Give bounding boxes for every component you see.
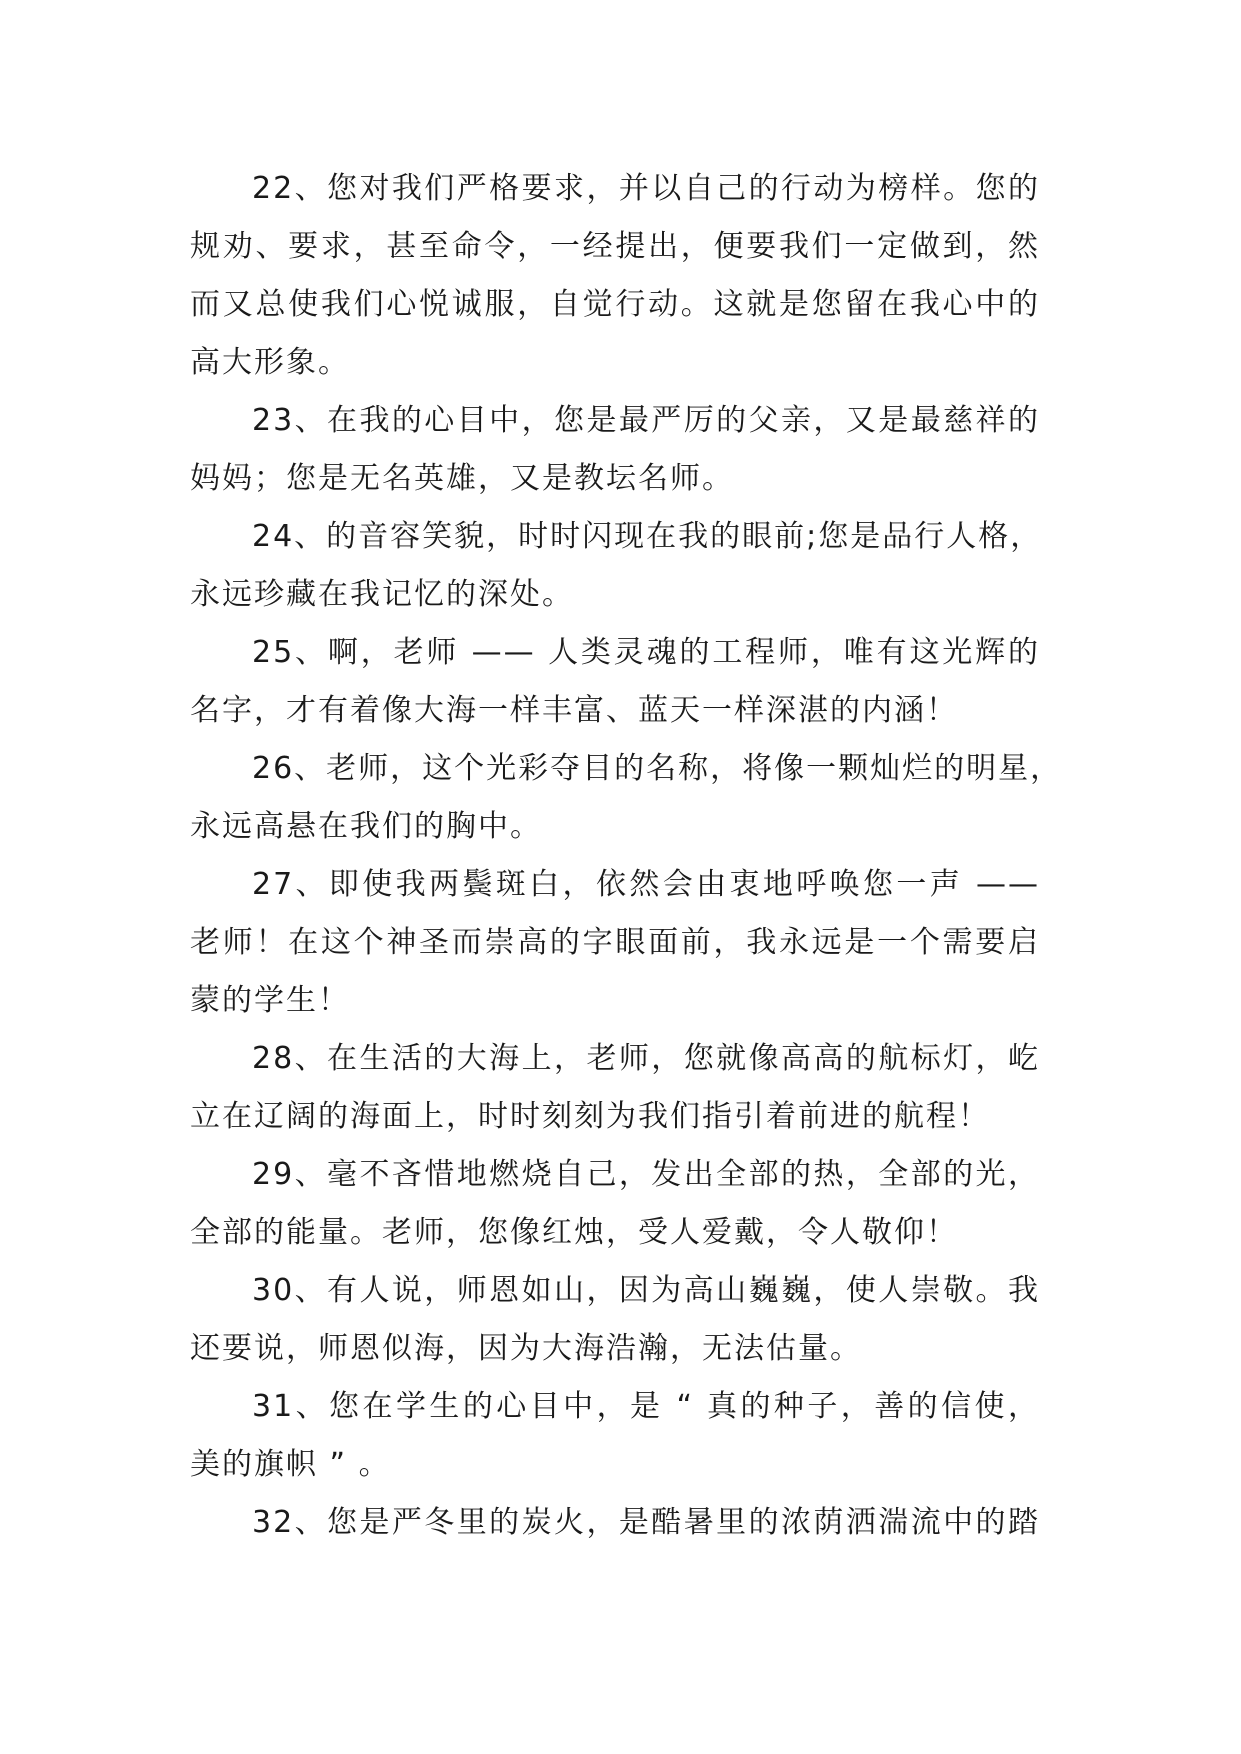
text-line: 全部的能量。老师，您像红烛，受人爱戴，令人敬仰！ [190, 1215, 958, 1250]
paragraph-29 [190, 1146, 1040, 1262]
text-line: 23、在我的心目中，您是最严厉的父亲，又是最慈祥的 [252, 403, 1040, 438]
paragraph-23 [190, 392, 1040, 508]
text-line: 蒙的学生！ [190, 983, 350, 1018]
text-line: 而又总使我们心悦诚服，自觉行动。这就是您留在我心中的 [190, 287, 1040, 322]
text-line: 高大形象。 [190, 345, 350, 380]
paragraph-26 [190, 740, 1063, 856]
text-line: 30、有人说，师恩如山，因为高山巍巍，使人崇敬。我 [252, 1273, 1040, 1308]
text-line: 永远珍藏在我记忆的深处。 [190, 577, 574, 612]
paragraph-28 [190, 1030, 1040, 1146]
text-line: 还要说，师恩似海，因为大海浩瀚，无法估量。 [190, 1331, 862, 1366]
text-line: 22、您对我们严格要求，并以自己的行动为榜样。您的 [252, 171, 1040, 206]
paragraph-31 [190, 1378, 1040, 1494]
text-line: 29、毫不吝惜地燃烧自己，发出全部的热，全部的光， [252, 1157, 1040, 1192]
text-line: 26、老师，这个光彩夺目的名称，将像一颗灿烂的明星， [252, 751, 1063, 786]
text-line: 24、的音容笑貌，时时闪现在我的眼前;您是品行人格， [252, 519, 1043, 554]
paragraph-22 [190, 160, 1040, 392]
document-body [190, 160, 1063, 1552]
paragraph-25 [190, 624, 1040, 740]
paragraph-30 [190, 1262, 1040, 1378]
text-line: 永远高悬在我们的胸中。 [190, 809, 542, 844]
text-line: 妈妈；您是无名英雄，又是教坛名师。 [190, 461, 734, 496]
paragraph-32 [190, 1494, 1040, 1552]
text-line: 32、您是严冬里的炭火，是酷暑里的浓荫洒湍流中的踏 [252, 1505, 1040, 1540]
text-line: 规劝、要求，甚至命令，一经提出，便要我们一定做到，然 [190, 229, 1040, 264]
text-line: 立在辽阔的海面上，时时刻刻为我们指引着前进的航程！ [190, 1099, 990, 1134]
text-line: 28、在生活的大海上，老师，您就像高高的航标灯，屹 [252, 1041, 1040, 1076]
text-line: 27、即使我两鬓斑白，依然会由衷地呼唤您一声 —— [252, 867, 1040, 902]
text-line: 25、啊，老师 —— 人类灵魂的工程师，唯有这光辉的 [252, 635, 1040, 670]
text-line: 名字，才有着像大海一样丰富、蓝天一样深湛的内涵！ [190, 693, 958, 728]
text-line: 美的旗帜 ” 。 [190, 1447, 391, 1482]
paragraph-27 [190, 856, 1040, 1030]
text-line: 31、您在学生的心目中，是 “ 真的种子，善的信使， [252, 1389, 1040, 1424]
text-line: 老师！在这个神圣而崇高的字眼面前，我永远是一个需要启 [190, 925, 1040, 960]
paragraph-24 [190, 508, 1043, 624]
